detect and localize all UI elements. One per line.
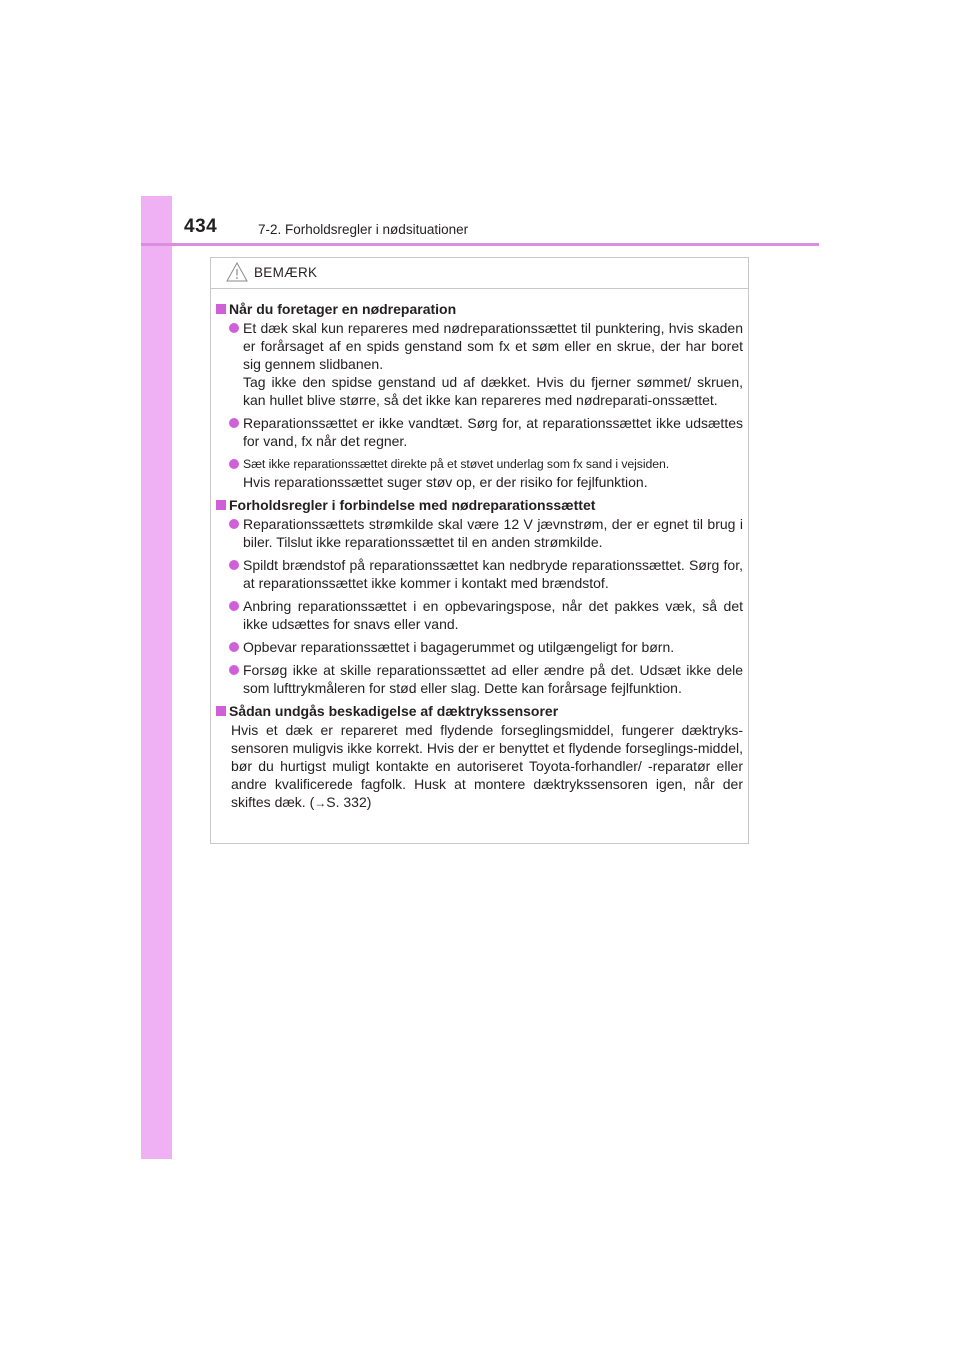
square-bullet-icon — [216, 500, 226, 510]
round-bullet-icon — [229, 601, 239, 611]
list-item: Reparationssættet er ikke vandtæt. Sørg for, at reparationssættet ikke udsættes for vand, fx når det regner. — [216, 414, 743, 450]
round-bullet-icon — [229, 560, 239, 570]
square-bullet-icon — [216, 706, 226, 716]
square-bullet-icon — [216, 304, 226, 314]
list-item: Opbevar reparationssættet i bagagerummet og utilgængeligt for børn. — [216, 638, 743, 656]
list-item: Anbring reparationssættet i en opbevaringspose, når det pakkes væk, så det ikke udsættes for snavs eller vand. — [216, 597, 743, 633]
list-item: Sæt ikke reparationssættet direkte på et støvet underlag som fx sand i vejsiden. Hvis reparationssættet suger støv op, er der risiko for fejlfunktion. — [216, 455, 743, 491]
caution-title: BEMÆRK — [254, 265, 318, 280]
round-bullet-icon — [229, 323, 239, 333]
section-paragraph: Hvis et dæk er repareret med flydende forseglingsmiddel, fungerer dæktryks-sensoren muligvis ikke korrekt. Hvis der er benyttet et flydende forseglings-middel, bør du hurtigst muligt kontakte en autoriseret Toyota-forhandler/ -reparatør eller andre kvalificerede fagfolk. Husk at montere dæktrykssensoren igen, når der skiftes dæk. (→S. 332) — [231, 722, 743, 810]
list-item: Reparationssættets strømkilde skal være 12 V jævnstrøm, der er egnet til brug i biler. Tilslut ikke reparationssættet til en anden strømkilde. — [216, 515, 743, 551]
caution-content — [216, 300, 743, 812]
section-heading: Forholdsregler i forbindelse med nødreparationssættet — [216, 496, 743, 514]
chapter-sidebar-tab — [141, 196, 172, 1159]
round-bullet-icon — [229, 642, 239, 652]
caution-header — [211, 258, 748, 289]
page-reference-link[interactable]: S. 332) — [326, 794, 372, 810]
list-item: Et dæk skal kun repareres med nødreparationssættet til punktering, hvis skaden er forårsaget af en spids genstand som fx et søm eller en skrue, der har boret sig gennem slidbanen. Tag ikke den spidse genstand ud af dækket. Hvis du fjerner sømmet/ skruen, kan hullet blive større, så det ikke kan repareres med nødreparati-onssættet. — [216, 319, 743, 409]
chapter-title: 7-2. Forholdsregler i nødsituationer — [258, 222, 469, 237]
arrow-right-icon: → — [314, 796, 327, 810]
round-bullet-icon — [229, 665, 239, 675]
list-item: Forsøg ikke at skille reparationssættet ad eller ændre på det. Udsæt ikke dele som lufttrykmåleren for stød eller slag. Dette kan forårsage fejlfunktion. — [216, 661, 743, 697]
warning-triangle-icon — [226, 262, 248, 282]
page-number: 434 — [184, 216, 218, 237]
header-rule — [141, 243, 819, 246]
round-bullet-icon — [229, 418, 239, 428]
list-item: Spildt brændstof på reparationssættet kan nedbryde reparationssættet. Sørg for, at reparationssættet ikke kommer i kontakt med brændstof. — [216, 556, 743, 592]
section-heading: Sådan undgås beskadigelse af dæktrykssensorer — [216, 702, 743, 720]
section-heading: Når du foretager en nødreparation — [216, 300, 743, 318]
round-bullet-icon — [229, 519, 239, 529]
round-bullet-icon — [229, 459, 239, 469]
caution-box — [210, 257, 749, 844]
